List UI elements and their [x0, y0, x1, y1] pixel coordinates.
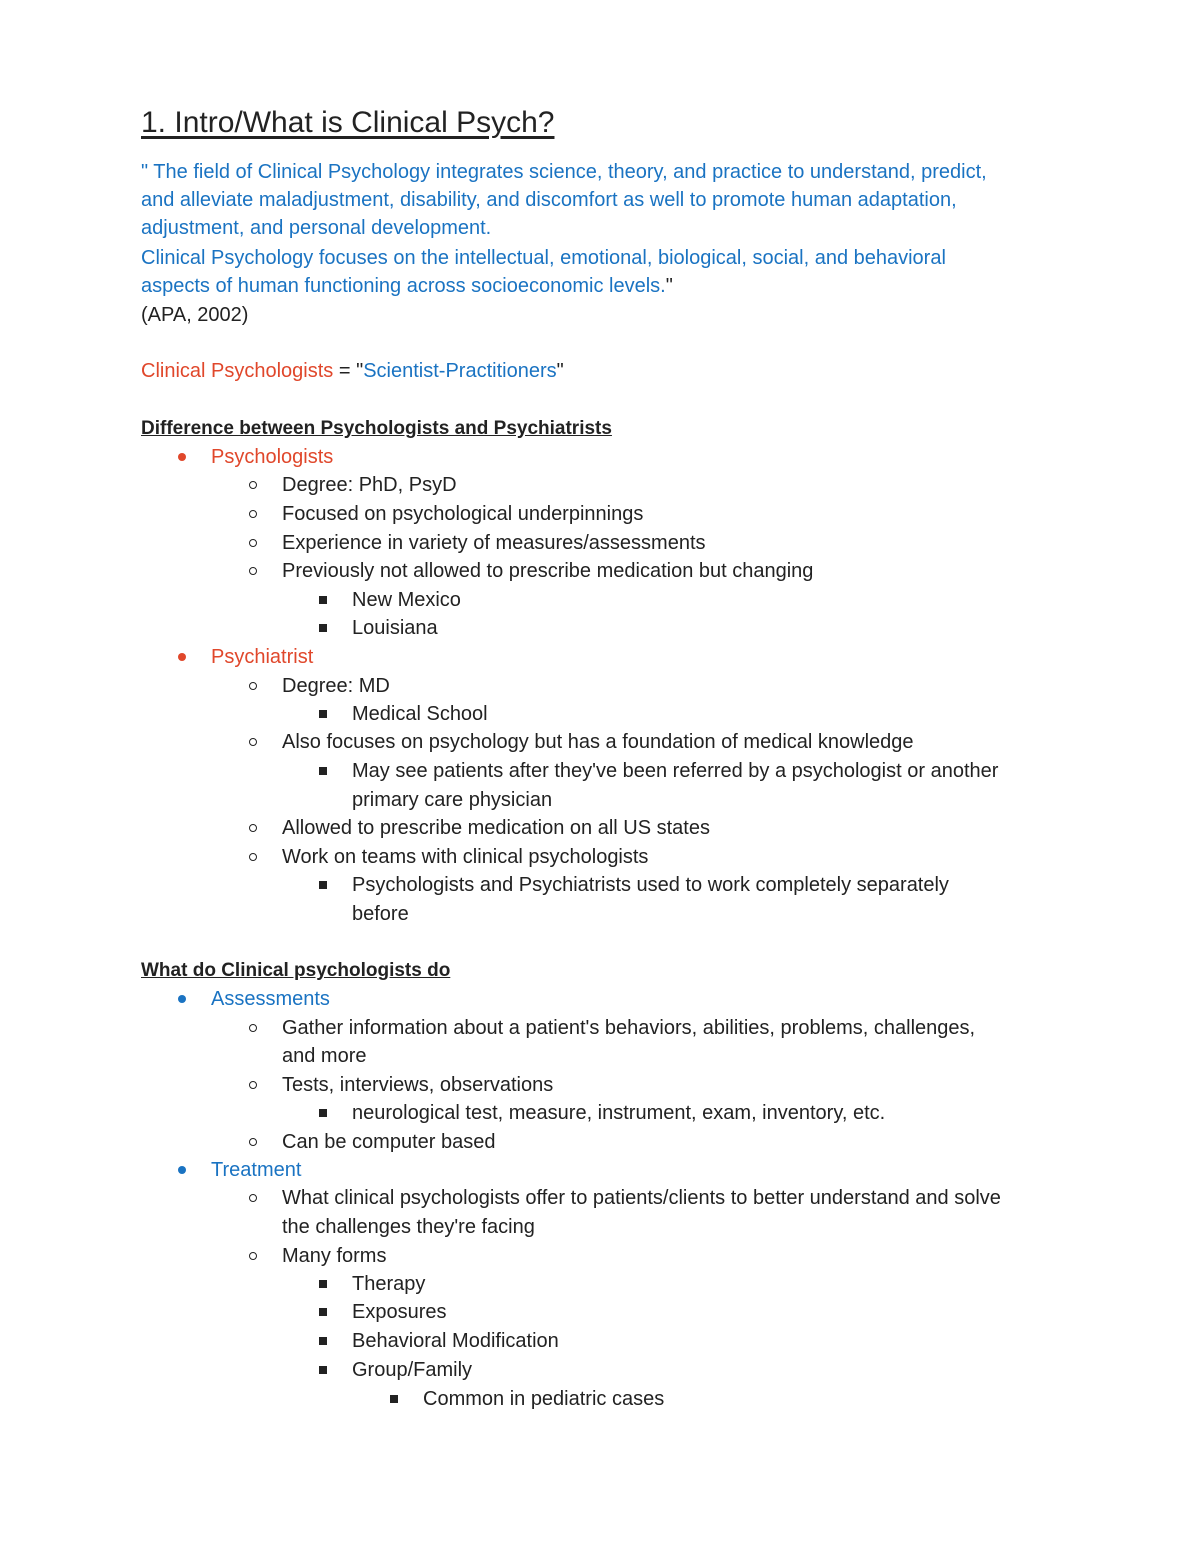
- list-item-label: Exposures: [352, 1301, 447, 1323]
- definition-equals: = ": [333, 360, 364, 382]
- bullet-dot-icon: [178, 453, 186, 461]
- list-item-label: Tests, interviews, observations: [282, 1074, 554, 1096]
- bullet-square-icon: [319, 1280, 327, 1288]
- bullet-dot-icon: [178, 995, 186, 1003]
- section-heading: Difference between Psychologists and Psychiatrists: [141, 418, 612, 439]
- definition-term: Clinical Psychologists: [141, 360, 334, 382]
- list-item-label: Previously not allowed to prescribe medication but changing: [282, 560, 814, 582]
- list-item-label: Psychologists: [211, 446, 334, 468]
- bullet-square-icon: [319, 1109, 327, 1117]
- list-item-label: primary care physician: [352, 789, 553, 811]
- list-item-label: Many forms: [282, 1245, 387, 1267]
- bullet-square-icon: [319, 710, 327, 718]
- bullet-square-icon: [319, 881, 327, 889]
- bullet-square-icon: [319, 767, 327, 775]
- bullet-circle-icon: [249, 824, 257, 832]
- bullet-square-icon: [390, 1395, 398, 1403]
- list-item-label: Allowed to prescribe medication on all US states: [282, 817, 710, 839]
- list-item-label: the challenges they're facing: [282, 1216, 535, 1238]
- list-item-label: Work on teams with clinical psychologists: [282, 846, 649, 868]
- list-item-label: before: [352, 903, 409, 925]
- quote-line: adjustment, and personal development.: [141, 217, 492, 239]
- list-item-label: Group/Family: [352, 1359, 473, 1381]
- quote-line: and alleviate maladjustment, disability, and discomfort as well to promote human adaptation,: [141, 189, 957, 211]
- bullet-square-icon: [319, 596, 327, 604]
- list-item-label: What clinical psychologists offer to patients/clients to better understand and solve: [282, 1187, 1001, 1209]
- list-item-label: Treatment: [211, 1159, 302, 1181]
- citation: (APA, 2002): [141, 304, 249, 326]
- list-item-label: Degree: PhD, PsyD: [282, 474, 457, 496]
- quote-line: [141, 272, 673, 300]
- list-item-label: Focused on psychological underpinnings: [282, 503, 644, 525]
- list-item-label: Degree: MD: [282, 675, 390, 697]
- list-item-label: New Mexico: [352, 589, 461, 611]
- bullet-circle-icon: [249, 738, 257, 746]
- bullet-square-icon: [319, 624, 327, 632]
- bullet-circle-icon: [249, 481, 257, 489]
- page-title: 1. Intro/What is Clinical Psych?: [141, 106, 555, 139]
- list-item-label: Experience in variety of measures/assessments: [282, 532, 706, 554]
- list-item-label: Psychiatrist: [211, 646, 314, 668]
- definition-close: ": [556, 360, 564, 382]
- list-item-label: Also focuses on psychology but has a foundation of medical knowledge: [282, 731, 914, 753]
- bullet-circle-icon: [249, 1194, 257, 1202]
- bullet-circle-icon: [249, 853, 257, 861]
- bullet-circle-icon: [249, 1024, 257, 1032]
- list-item-label: Common in pediatric cases: [423, 1388, 665, 1410]
- list-item-label: Gather information about a patient's behaviors, abilities, problems, challenges,: [282, 1017, 976, 1039]
- bullet-circle-icon: [249, 539, 257, 547]
- bullet-square-icon: [319, 1366, 327, 1374]
- list-item-label: and more: [282, 1045, 367, 1067]
- list-item-label: Assessments: [211, 988, 330, 1010]
- list-item-label: Psychologists and Psychiatrists used to work completely separately: [352, 874, 949, 896]
- bullet-circle-icon: [249, 1138, 257, 1146]
- bullet-circle-icon: [249, 682, 257, 690]
- bullet-circle-icon: [249, 567, 257, 575]
- quote-line: Clinical Psychology focuses on the intellectual, emotional, biological, social, and behavioral: [141, 247, 946, 269]
- definition-value: Scientist-Practitioners: [363, 360, 557, 382]
- list-item-label: Therapy: [352, 1273, 426, 1295]
- quote-line: " The field of Clinical Psychology integrates science, theory, and practice to understand, predict,: [141, 161, 987, 183]
- bullet-dot-icon: [178, 1166, 186, 1174]
- list-item-label: Louisiana: [352, 617, 438, 639]
- list-item-label: May see patients after they've been referred by a psychologist or another: [352, 760, 999, 782]
- bullet-square-icon: [319, 1337, 327, 1345]
- definition-line: [141, 357, 564, 385]
- list-item-label: neurological test, measure, instrument, exam, inventory, etc.: [352, 1102, 886, 1124]
- section-heading: What do Clinical psychologists do: [141, 960, 451, 981]
- quote-text: aspects of human functioning across socioeconomic levels.: [141, 275, 666, 297]
- quote-close: ": [665, 275, 673, 297]
- bullet-circle-icon: [249, 510, 257, 518]
- bullet-circle-icon: [249, 1252, 257, 1260]
- list-item-label: Behavioral Modification: [352, 1330, 559, 1352]
- bullet-square-icon: [319, 1308, 327, 1316]
- bullet-circle-icon: [249, 1081, 257, 1089]
- list-item-label: Medical School: [352, 703, 488, 725]
- list-item-label: Can be computer based: [282, 1131, 496, 1153]
- bullet-dot-icon: [178, 653, 186, 661]
